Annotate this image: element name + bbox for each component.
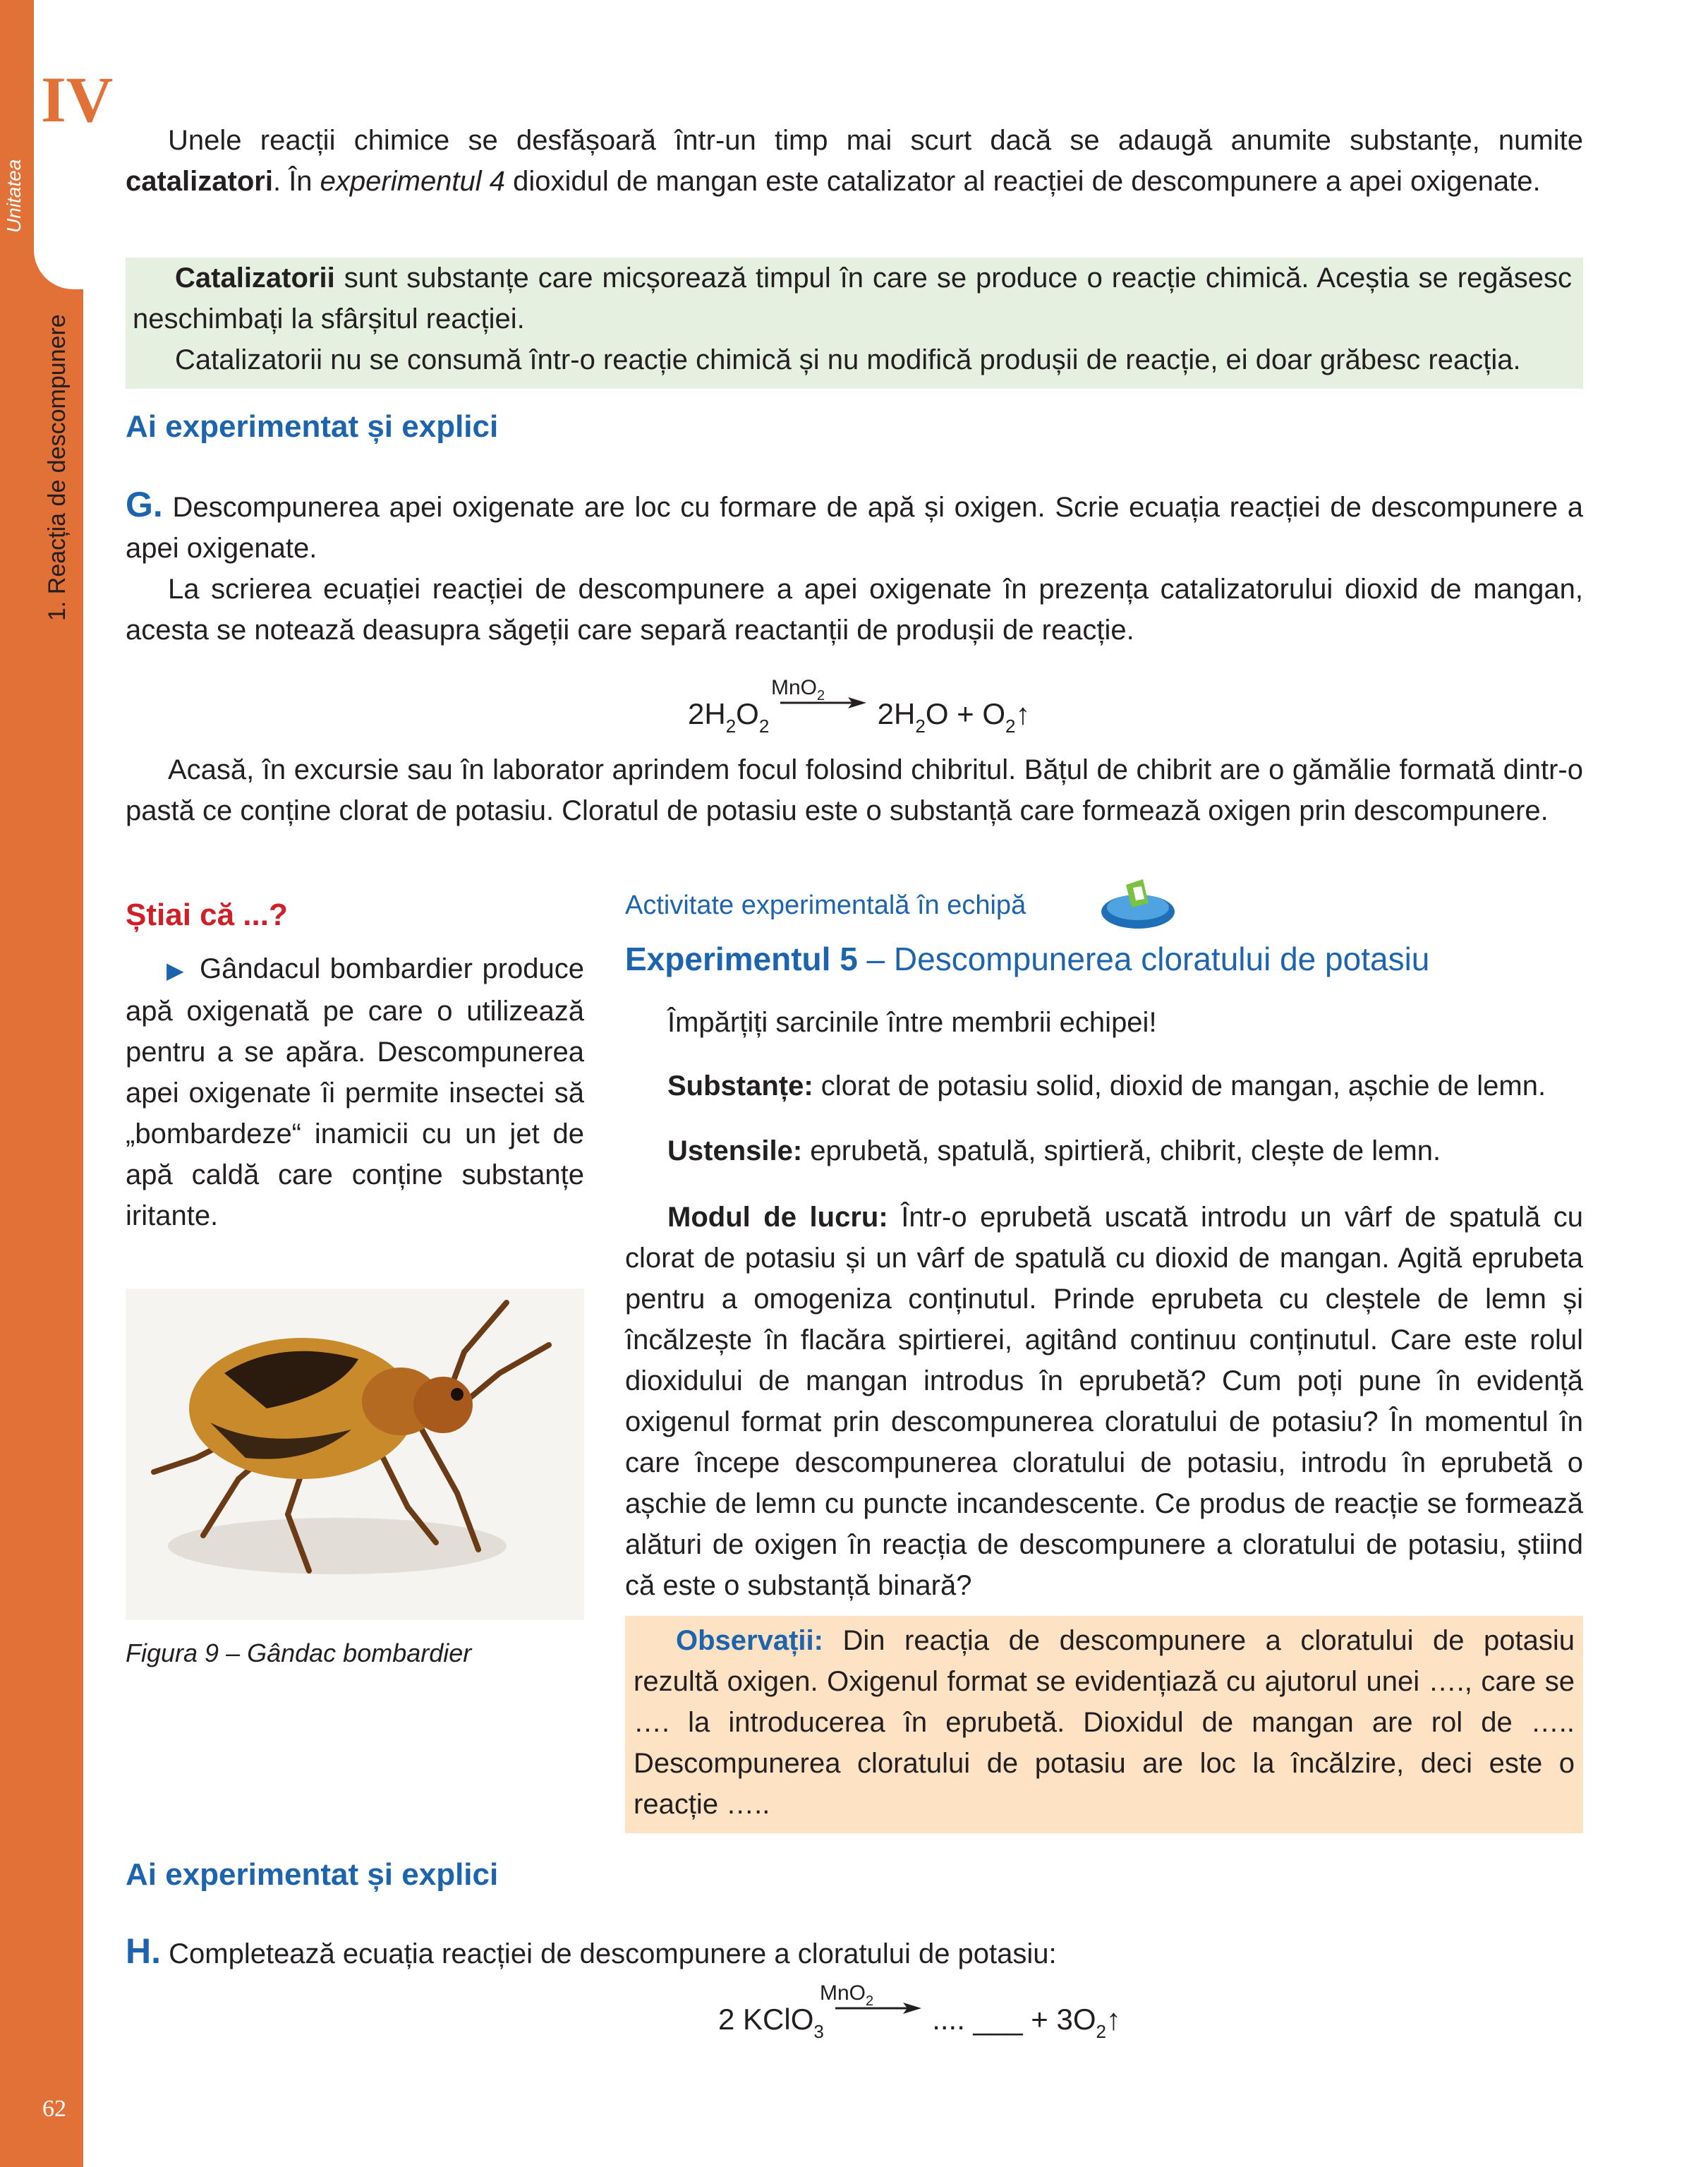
figure-caption: Figura 9 – Gândac bombardier [126,1638,472,1667]
did-you-know-heading: Știai că ...? [126,898,288,932]
sidebar-notch [34,0,83,289]
definition-text: Catalizatorii sunt substanțe care micșorează timpul în care se produce o reacție chimică. Aceștia se regăsesc neschimbați la sfârșitul reacției. [133,262,1572,334]
match-paragraph: Acasă, în excursie sau în laborator aprindem focul folosind chibritul. Bățul de chibrit are o gămălie formată dintr-o pastă ce conține clorat de potasiu. Cloratul de potasiu este o substanță care formează oxigen prin descompunere. [126,754,1583,826]
chapter-label: 1. Reacția de descompunere [44,314,71,621]
activity-label: Activitate experimentală în echipă [625,891,1026,920]
did-you-know-text: ▶ Gândacul bombardier produce apă oxigenată pe care o utilizează pentru a se apăra. Descompunerea apei oxigenate îi permite insectei să „bombardeze“ inamicii cu un jet de apă caldă care conține substanțe iritante. [126,953,584,1231]
equation-h2o2: $2H_2O_2$ $2H_2O$ + $O_2↑$ [688,697,1031,737]
substances-line: Substanțe: clorat de potasiu solid, dioxid de mangan, așchie de lemn. [667,1070,1546,1101]
method-paragraph: Modul de lucru: Într-o eprubetă uscată introdu un vârf de spatulă cu clorat de potasiu și un vârf de spatulă cu dioxid de mangan. Agită eprubeta pentru a omogeniza conținutul. Prinde eprubeta cu cleștele de lemn și încălzește în flacăra spirtierei, agitând continuu conținutul. Care este rolul dioxidului de mangan introdus în eprubetă? Cum poți pune în evidență oxigenul format prin descompunerea cloratului de potasiu? În momentul în care începe descompunerea cloratului de potasiu, introdu în eprubetă o așchie de lemn cu puncte incandescente. Ce produs de reacție se formează alături de oxigen în reacția de descompunere a cloratului de potasiu, știind că este o substanță binară? [625,1202,1583,1601]
answer-blank[interactable]: .... ___ [932,2003,1023,2036]
catalyst-label-1: MnO$_2$ [771,676,825,704]
bombardier-beetle-image [126,1288,584,1620]
page-number: 62 [42,2096,66,2122]
unit-numeral: IV [41,64,114,135]
observations-text: Observații: Din reacția de descompunere a cloratului de potasiu rezultă oxigen. Oxigenul format se evidențiază cu ajutorul unei …., care se …. la introducerea în eprubetă. Dioxidul de mangan are rol de ….. Descompunerea cloratului de potasiu are loc la încălzire, deci este o reacție ….. [634,1625,1575,1820]
experiment-title: Experimentul 5 – Descompunerea cloratului de potasiu [625,941,1430,977]
definition-note: Catalizatorii nu se consumă într-o reacție chimică și nu modifică produșii de reacție, ei doar grăbesc reacția. [175,344,1521,375]
unit-label: Unitatea [3,159,25,233]
question-letter-g: G. [126,485,163,524]
tools-line: Ustensile: eprubetă, spatulă, spirtieră, chibrit, clește de lemn. [667,1135,1441,1166]
question-letter-h: H. [126,1931,161,1971]
note-g: La scrierea ecuației reacției de descompunere a apei oxigenate în prezența catalizatorului dioxid de mangan, acesta se notează deasupra săgeții care separă reactanții de produșii de reacție. [126,574,1583,646]
bullet-icon: ▶ [166,958,186,983]
intro-paragraph: Unele reacții chimice se desfășoară într-un timp mai scurt dacă se adaugă anumite substanțe, numite catalizatori. În experimentul 4 dioxidul de mangan este catalizator al reacției de descompunere a apei oxigenate. [126,125,1583,197]
equation-kclo3: 2 KClO$_3$ .... ___ + $3O_2↑$ [718,2003,1121,2042]
section-heading-g: Ai experimentat și explici [126,409,499,444]
question-h: H. Completează ecuația reacției de descompunere a cloratului de potasiu: [126,1931,1057,1971]
question-g: G. Descompunerea apei oxigenate are loc cu formare de apă și oxigen. Scrie ecuația reacției de descompunere a apei oxigenate. [126,485,1583,564]
team-note: Împărțiți sarcinile între membrii echipei! [667,1007,1157,1038]
catalyst-label-2: MnO$_2$ [820,1981,874,2009]
section-heading-h: Ai experimentat și explici [126,1857,499,1892]
definition-term: Catalizatorii [175,262,335,294]
team-activity-icon [1099,872,1177,935]
